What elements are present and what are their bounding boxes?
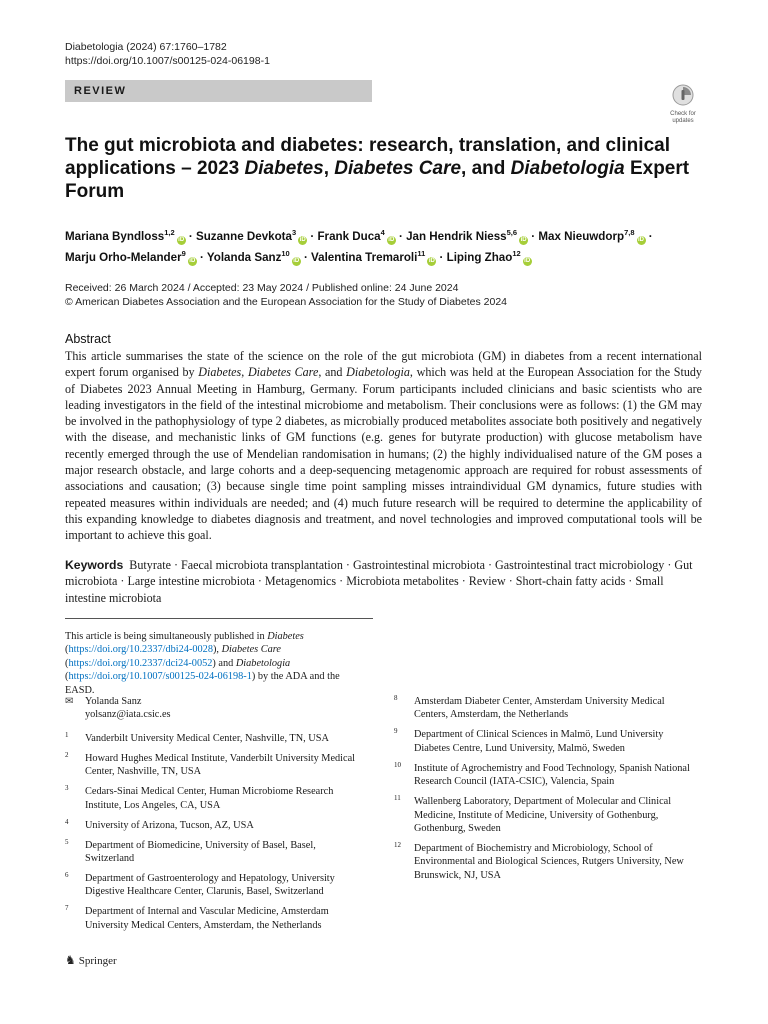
received-accepted-published: Received: 26 March 2024 / Accepted: 23 May 2024 / Published online: 24 June 2024 bbox=[65, 282, 459, 294]
affiliation-number: 5 bbox=[65, 837, 69, 846]
author-affiliation-ref: 1,2 bbox=[164, 228, 175, 237]
author-name[interactable]: Max Nieuwdorp bbox=[538, 230, 625, 243]
copyright-line: © American Diabetes Association and the European Association for the Study of Diabetes 2024 bbox=[65, 296, 508, 308]
author-name[interactable]: Mariana Byndloss bbox=[65, 230, 165, 243]
simultaneous-publication-note bbox=[65, 630, 365, 697]
affiliation-number: 7 bbox=[65, 904, 69, 913]
affiliation-number: 9 bbox=[394, 727, 398, 736]
affiliation-number: 11 bbox=[394, 794, 401, 803]
note-link-diabetologia[interactable]: https://doi.org/10.1007/s00125-024-06198-1 bbox=[68, 671, 252, 683]
author-name[interactable]: Frank Duca bbox=[317, 230, 381, 243]
corresponding-author bbox=[65, 695, 365, 722]
journal-citation: Diabetologia (2024) 67:1760–1782 bbox=[65, 41, 227, 53]
affiliation-text: Department of Gastroenterology and Hepatology, University Digestive Healthcare Center, Clarunis, Basel, Switzerland bbox=[85, 873, 335, 898]
affiliation-item bbox=[65, 732, 365, 745]
springer-horse-icon: ♞ bbox=[65, 953, 76, 967]
abstract-journal-1: Diabetes bbox=[198, 365, 242, 380]
note-t5: ) and bbox=[212, 657, 236, 669]
affiliation-text: Department of Clinical Sciences in Malmö, Lund University Diabetes Centre, Lund University, Malmö, Sweden bbox=[414, 729, 664, 754]
author-separator: · bbox=[185, 230, 196, 243]
affiliations-left bbox=[65, 695, 365, 939]
publication-dates bbox=[65, 281, 705, 309]
author-name[interactable]: Jan Hendrik Niess bbox=[406, 230, 507, 243]
note-journal-2: Diabetes Care bbox=[221, 644, 281, 656]
affiliation-item bbox=[394, 842, 694, 882]
affiliation-text: Wallenberg Laboratory, Department of Molecular and Clinical Medicine, Institute of Medicine, University of Gothenburg, Gothenburg, Sweden bbox=[414, 796, 672, 835]
doi-link[interactable]: https://doi.org/10.1007/s00125-024-06198-1 bbox=[65, 55, 270, 67]
author-entry bbox=[317, 230, 395, 243]
publisher-footer bbox=[65, 953, 117, 968]
title-sep-1: , bbox=[323, 158, 335, 179]
title-journal-diabetologia: Diabetologia bbox=[510, 158, 625, 179]
abstract-text-b: , bbox=[241, 365, 248, 380]
author-affiliation-ref: 5,6 bbox=[506, 228, 518, 237]
affiliation-item bbox=[65, 752, 365, 779]
affiliation-item bbox=[394, 795, 694, 835]
orcid-icon[interactable]: iD bbox=[520, 237, 527, 243]
author-separator: · bbox=[307, 230, 318, 243]
affiliation-text: University of Arizona, Tucson, AZ, USA bbox=[85, 819, 254, 831]
check-badge-line2: updates bbox=[672, 118, 694, 124]
title-text-2: Expert Forum bbox=[65, 158, 690, 202]
check-badge-line1: Check for bbox=[670, 111, 696, 117]
affiliation-text: Amsterdam Diabeter Center, Amsterdam University Medical Centers, Amsterdam, the Netherlands bbox=[414, 696, 665, 721]
author-affiliation-ref: 12 bbox=[512, 249, 521, 258]
author-separator: · bbox=[196, 251, 207, 264]
affiliation-item bbox=[65, 785, 365, 812]
author-entry bbox=[65, 251, 197, 264]
affiliation-item bbox=[394, 695, 694, 722]
title-text-1: The gut microbiota and diabetes: research, translation, and clinical applications – 2023 bbox=[65, 135, 670, 179]
check-for-updates-badge[interactable] bbox=[663, 84, 703, 124]
note-journal-3: Diabetologia bbox=[235, 657, 291, 669]
keywords-heading: Keywords bbox=[65, 558, 124, 572]
affiliation-text: Institute of Agrochemistry and Food Technology, Spanish National Research Council (IATA-CSIC), Valencia, Spain bbox=[414, 762, 690, 788]
abstract-text-a: This article summarises the state of the science on the role of the gut microbiota (GM) in diabetes from a recent international expert forum organised by bbox=[65, 349, 702, 380]
affiliation-item bbox=[65, 839, 365, 866]
affiliation-item bbox=[394, 728, 694, 755]
author-entry bbox=[406, 230, 528, 243]
abstract-text-c: , and bbox=[318, 365, 347, 380]
author-affiliation-ref: 11 bbox=[417, 249, 426, 258]
author-separator: · bbox=[645, 230, 653, 243]
article-title bbox=[65, 134, 705, 203]
orcid-icon[interactable]: iD bbox=[293, 258, 300, 264]
author-affiliation-ref: 4 bbox=[380, 228, 385, 237]
corresponding-author-email[interactable]: yolsanz@iata.csic.es bbox=[85, 709, 171, 721]
affiliation-text: Department of Biomedicine, University of Basel, Basel, Switzerland bbox=[85, 839, 316, 865]
affiliation-number: 2 bbox=[65, 750, 69, 759]
author-affiliation-ref: 10 bbox=[281, 249, 290, 258]
note-t4: ( bbox=[65, 657, 69, 669]
orcid-icon[interactable]: iD bbox=[524, 258, 531, 264]
footnote-divider bbox=[65, 618, 373, 619]
note-t2: ( bbox=[65, 644, 69, 656]
envelope-icon: ✉ bbox=[65, 696, 74, 707]
publisher-name: Springer bbox=[78, 955, 117, 967]
affiliations-right bbox=[394, 695, 694, 889]
abstract-heading: Abstract bbox=[65, 332, 111, 346]
orcid-icon[interactable]: iD bbox=[638, 237, 645, 243]
affiliation-item bbox=[65, 872, 365, 899]
author-name[interactable]: Liping Zhao bbox=[446, 251, 513, 264]
author-separator: · bbox=[528, 230, 539, 243]
title-sep-2: , and bbox=[461, 158, 511, 179]
author-entry bbox=[207, 251, 301, 264]
affiliation-text: Vanderbilt University Medical Center, Nashville, TN, USA bbox=[85, 732, 329, 744]
author-name[interactable]: Marju Orho-Melander bbox=[65, 251, 182, 264]
affiliation-text: Department of Internal and Vascular Medicine, Amsterdam University Medical Centers, Amsterdam, the Netherlands bbox=[85, 906, 329, 931]
author-name[interactable]: Suzanne Devkota bbox=[195, 230, 292, 243]
note-t7: ) by the ADA and the EASD. bbox=[65, 671, 340, 696]
title-journal-diabetes: Diabetes bbox=[244, 158, 324, 179]
keywords-block bbox=[65, 557, 702, 606]
orcid-icon[interactable]: iD bbox=[178, 237, 185, 243]
author-name[interactable]: Valentina Tremaroli bbox=[311, 251, 418, 264]
affiliation-number: 1 bbox=[65, 730, 69, 739]
section-label: REVIEW bbox=[65, 80, 372, 102]
author-separator: · bbox=[436, 251, 447, 264]
orcid-icon[interactable]: iD bbox=[299, 237, 306, 243]
affiliation-item bbox=[65, 905, 365, 932]
note-journal-1: Diabetes bbox=[267, 631, 304, 642]
note-link-diabetes[interactable]: https://doi.org/10.2337/dbi24-0028 bbox=[68, 644, 213, 656]
author-entry bbox=[196, 230, 307, 243]
author-list bbox=[65, 224, 705, 266]
author-entry bbox=[65, 230, 186, 243]
note-t6: ( bbox=[65, 671, 69, 683]
author-entry bbox=[447, 251, 532, 264]
author-entry bbox=[311, 251, 436, 264]
affiliation-text: Howard Hughes Medical Institute, Vanderbilt University Medical Center, Nashville, TN, USA bbox=[85, 752, 356, 778]
author-name[interactable]: Yolanda Sanz bbox=[206, 251, 282, 264]
abstract-text bbox=[65, 348, 702, 544]
orcid-icon[interactable]: iD bbox=[428, 258, 435, 264]
orcid-icon[interactable]: iD bbox=[189, 258, 196, 264]
note-t1: This article is being simultaneously published in bbox=[65, 631, 268, 642]
affiliation-item bbox=[65, 819, 365, 832]
affiliation-number: 10 bbox=[394, 760, 401, 769]
orcid-icon[interactable]: iD bbox=[388, 237, 395, 243]
abstract-text-d: , which was held at the European Association for the Study of Diabetes 2023 Annual Meeting in Hamburg, Germany. Forum participants included clinicians and basic scientists who are leading investigators in the field of the intestinal microbiome and metabolism. Their conclusions were as follows: (1) the GM may be involved in the pathophysiology of type 2 diabetes, as microbially produced metabolites associate both positively and negatively with the disease, and mechanistic links of GM functions (e.g. genes for butyrate production) with glucose metabolism have recently emerged through the use of Mendelian randomisation in humans; (2) the highly individualised nature of the GM poses a major research obstacle, and large cohorts and a deep-sequencing metagenomic approach are required for robust assessments of associations and causation; (3) because single time point sampling misses intraindividual GM dynamics, future studies with repeated measures within individuals are needed; and (4) much future research will be required to determine the applicability of this expanding knowledge to diabetes diagnosis and treatment, and novel technologies and improved computational tools will be important to achieve this goal. bbox=[65, 365, 702, 543]
affiliation-text: Department of Biochemistry and Microbiology, School of Environmental and Biological Sciences, Rutgers University, New Brunswick, NJ, USA bbox=[414, 843, 684, 881]
note-link-diabetes-care[interactable]: https://doi.org/10.2337/dci24-0052 bbox=[68, 657, 213, 669]
corresponding-author-name: Yolanda Sanz bbox=[85, 696, 142, 707]
affiliation-number: 8 bbox=[394, 694, 398, 702]
author-affiliation-ref: 3 bbox=[291, 228, 297, 237]
affiliation-number: 4 bbox=[65, 817, 69, 826]
author-affiliation-ref: 9 bbox=[181, 249, 186, 258]
title-journal-diabetes-care: Diabetes Care bbox=[334, 158, 462, 179]
note-t3: ), bbox=[212, 644, 222, 656]
affiliation-number: 6 bbox=[65, 871, 69, 880]
author-affiliation-ref: 7,8 bbox=[624, 228, 635, 237]
check-for-updates-icon bbox=[672, 84, 694, 106]
affiliation-item bbox=[394, 762, 694, 789]
author-entry bbox=[538, 230, 645, 243]
keywords-text: Butyrate · Faecal microbiota transplantation · Gastrointestinal microbiota · Gastrointestinal tract microbiology · Gut microbiota · Large intestine microbiota · Metagenomics · Microbiota metabolites · Review · Short-chain fatty acids · Small intestine microbiota bbox=[65, 558, 693, 605]
affiliation-text: Cedars-Sinai Medical Center, Human Microbiome Research Institute, Los Angeles, CA, USA bbox=[85, 786, 334, 811]
affiliation-number: 3 bbox=[65, 784, 69, 793]
affiliation-number: 12 bbox=[394, 841, 401, 850]
author-separator: · bbox=[395, 230, 407, 243]
abstract-journal-2: Diabetes Care bbox=[247, 365, 319, 380]
author-separator: · bbox=[300, 251, 312, 264]
abstract-journal-3: Diabetologia bbox=[346, 365, 410, 380]
